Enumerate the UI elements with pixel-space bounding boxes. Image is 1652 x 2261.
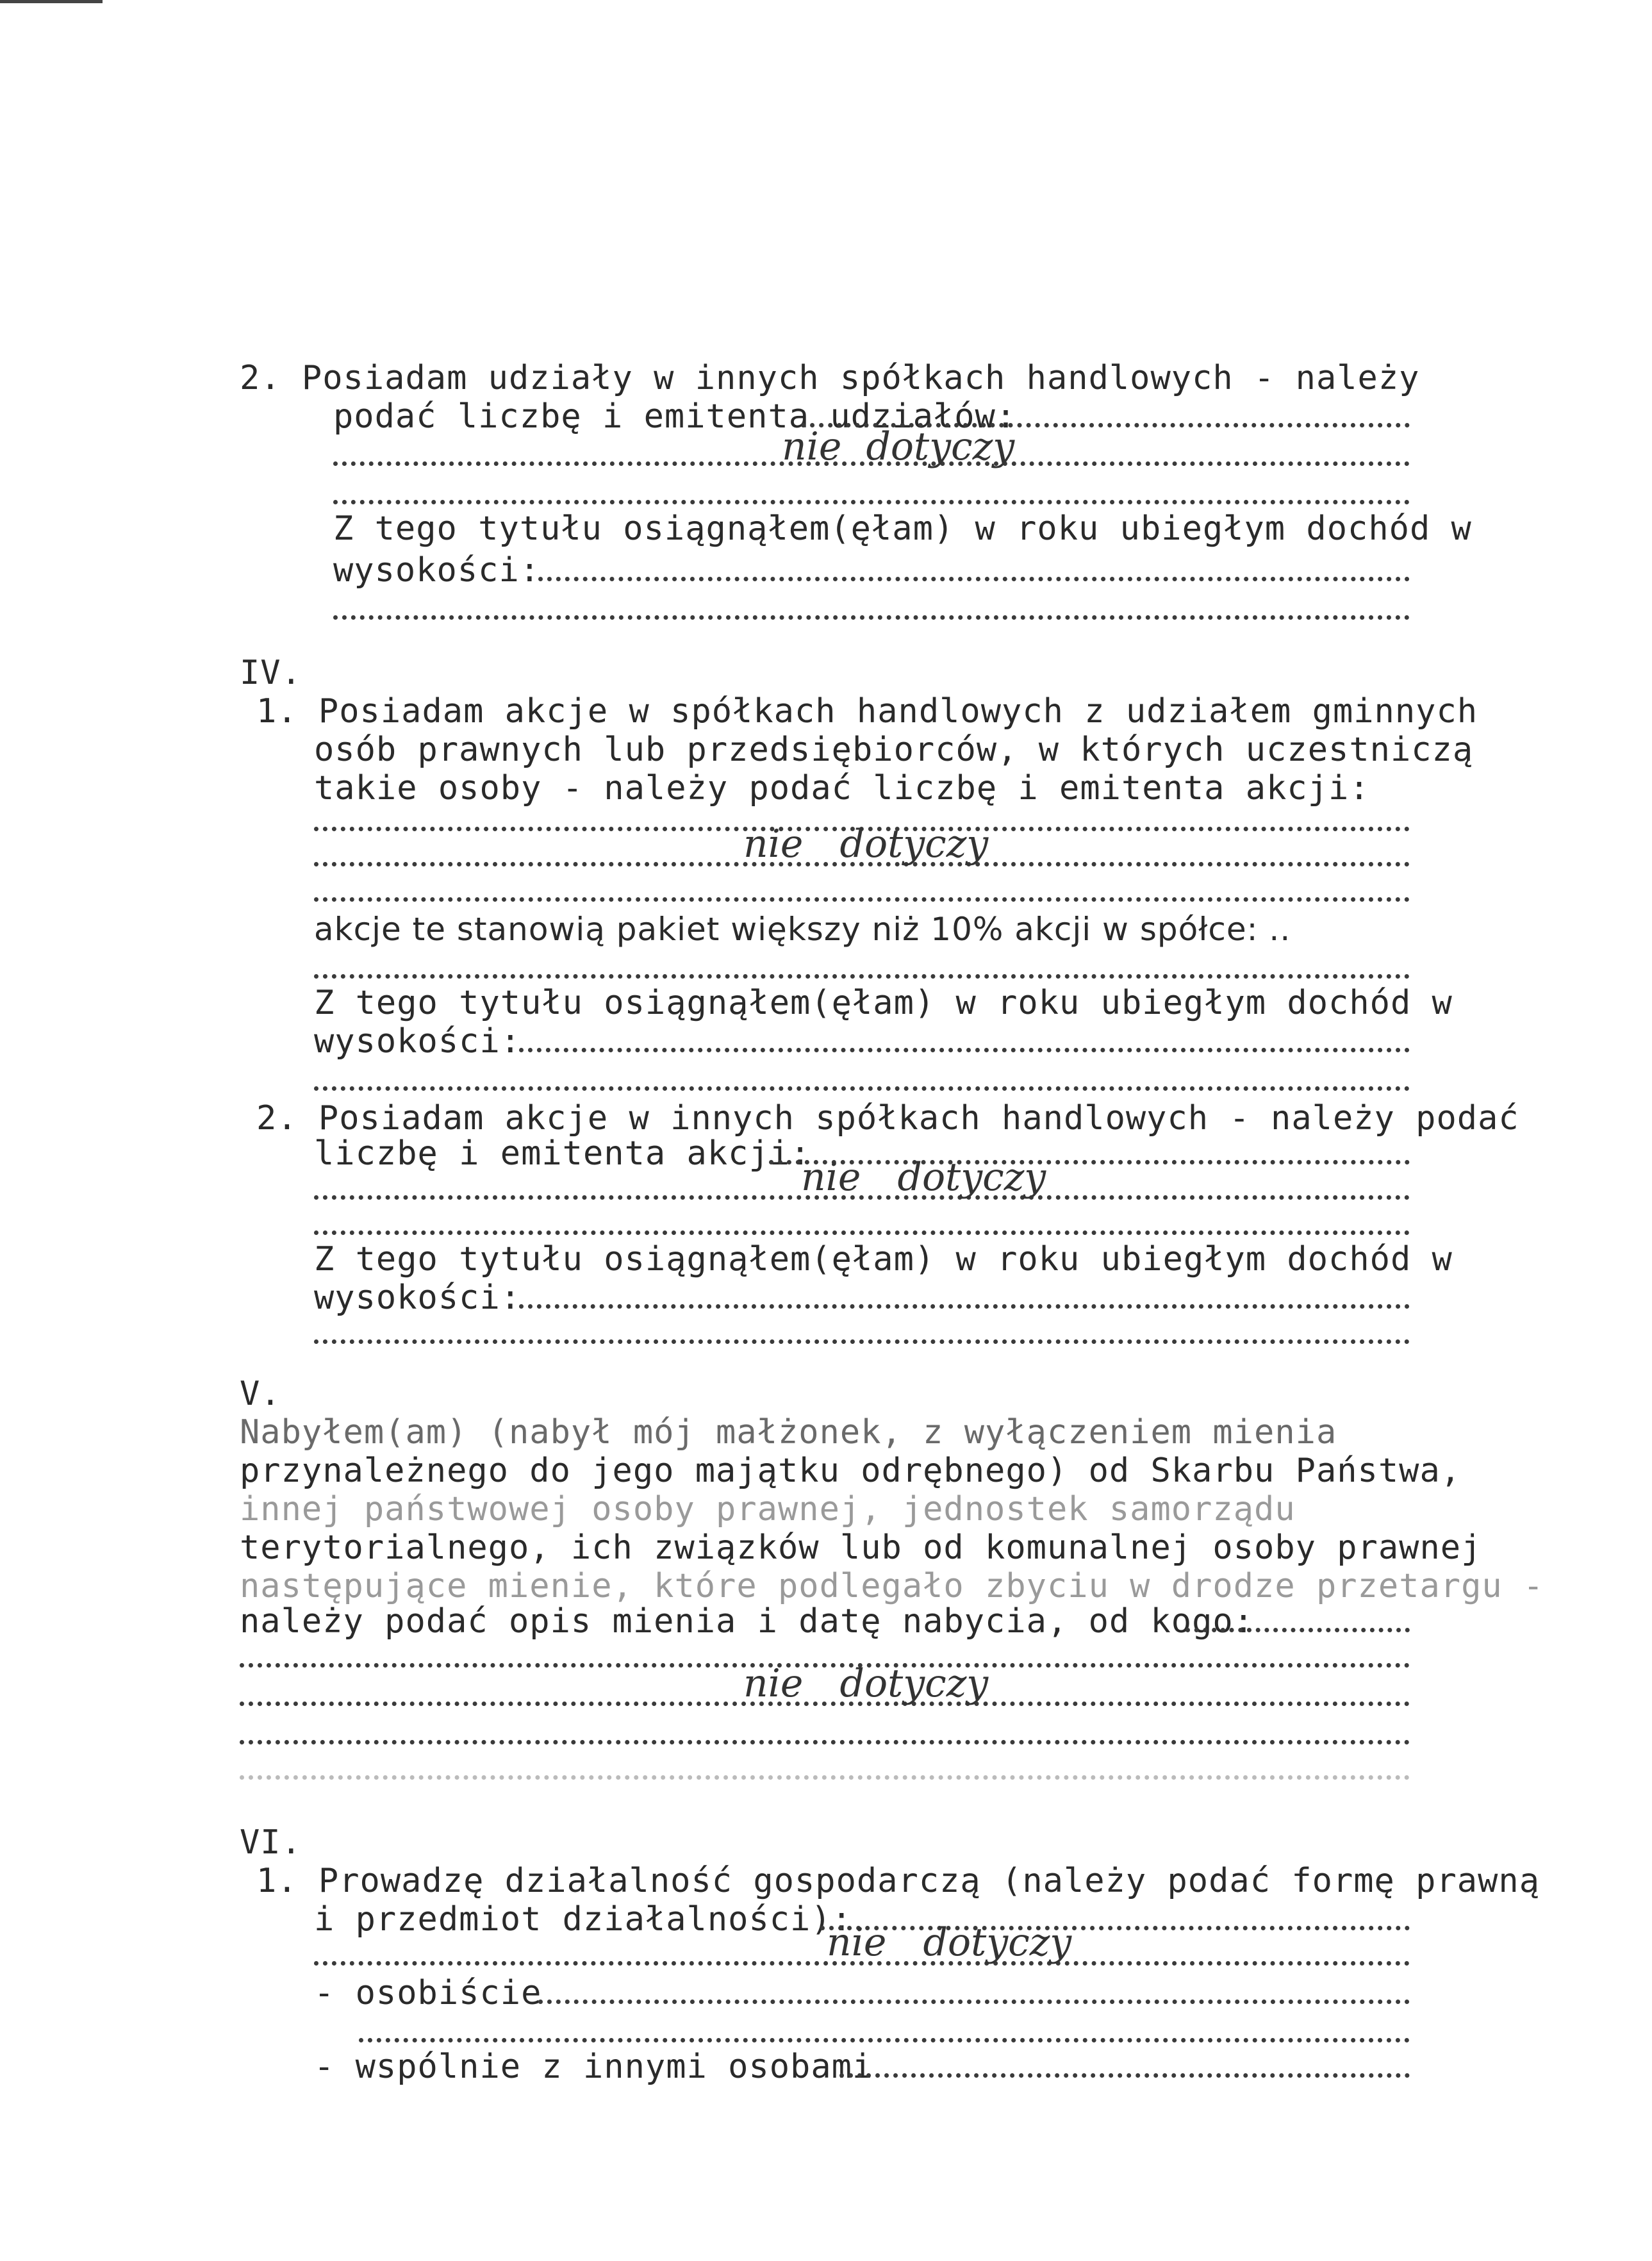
section-3-item-2-line-2: podać liczbę i emitenta udziałów: — [333, 397, 1017, 436]
section-6-item-1-line-2: i przedmiot działalności): — [314, 1900, 852, 1939]
section-5-line-2: przynależnego do jego majątku odrębnego) od Skarbu Państwa, — [240, 1452, 1462, 1490]
fill-line — [314, 1086, 1410, 1091]
section-5-line-3: innej państwowej osoby prawnej, jednostek samorządu — [240, 1490, 1296, 1528]
fill-line — [314, 897, 1410, 902]
handwritten-not-applicable: nie dotyczy — [782, 424, 1015, 469]
fill-line — [314, 1339, 1410, 1344]
fill-line — [333, 500, 1410, 504]
fill-line — [1185, 1628, 1410, 1632]
fill-line — [240, 1775, 1410, 1780]
fill-line — [538, 2000, 1410, 2004]
fill-line — [359, 2038, 1410, 2042]
section-5-line-5: następujące mienie, które podlegało zbyciu w drodze przetargu - — [240, 1567, 1544, 1605]
section-4-item-2-line-1: 2. Posiadam akcje w innych spółkach handlowych - należy podać — [256, 1099, 1519, 1138]
fill-line — [519, 1304, 1410, 1309]
fill-line — [314, 1230, 1410, 1235]
handwritten-not-applicable: nie dotyczy — [743, 1661, 989, 1706]
fill-line — [538, 577, 1410, 581]
fill-line — [333, 615, 1410, 620]
handwritten-not-applicable: nie dotyczy — [827, 1920, 1072, 1965]
section-4-item-1-line-3: takie osoby - należy podać liczbę i emitenta akcji: — [314, 769, 1370, 808]
income-line-2: wysokości: — [314, 1279, 522, 1317]
income-line-1: Z tego tytułu osiągnąłem(ęłam) w roku ubiegłym dochód w — [314, 984, 1453, 1022]
joint-option: - wspólnie z innymi osobami — [314, 2048, 873, 2086]
section-5-line-4: terytorialnego, ich związków lub od komunalnej osoby prawnej — [240, 1528, 1482, 1567]
package-text: akcje te stanowią pakiet większy niż 10% akcji w spółce: .. — [314, 911, 1291, 948]
fill-line — [839, 2073, 1410, 2078]
income-line-1: Z tego tytułu osiągnąłem(ęłam) w roku ubiegłym dochód w — [333, 509, 1472, 548]
income-line-1: Z tego tytułu osiągnąłem(ęłam) w roku ubiegłym dochód w — [314, 1240, 1453, 1279]
section-5-line-6: należy podać opis mienia i datę nabycia, od kogo: — [240, 1602, 1255, 1641]
income-line-2: wysokości: — [314, 1022, 522, 1061]
handwritten-not-applicable: nie dotyczy — [801, 1155, 1046, 1200]
section-5-heading: V. — [240, 1375, 281, 1413]
personal-option: - osobiście — [314, 1974, 542, 2012]
fill-line — [519, 1048, 1410, 1052]
section-6-item-1-line-1: 1. Prowadzę działalność gospodarczą (należy podać formę prawną — [256, 1862, 1540, 1900]
section-4-heading: IV. — [240, 654, 302, 692]
income-line-2: wysokości: — [333, 551, 541, 590]
handwritten-not-applicable: nie dotyczy — [743, 822, 989, 866]
fill-line — [314, 974, 1410, 979]
section-4-item-1-line-2: osób prawnych lub przedsiębiorców, w których uczestniczą — [314, 731, 1474, 769]
section-4-item-2-line-2: liczbę i emitenta akcji: — [314, 1134, 811, 1173]
fill-line — [240, 1740, 1410, 1744]
scan-edge-mark — [0, 0, 103, 3]
section-3-item-2-line-1: 2. Posiadam udziały w innych spółkach handlowych - należy — [240, 359, 1420, 397]
section-5-line-1: Nabyłem(am) (nabył mój małżonek, z wyłączeniem mienia — [240, 1413, 1337, 1452]
section-6-heading: VI. — [240, 1823, 302, 1862]
section-4-item-1-line-1: 1. Posiadam akcje w spółkach handlowych z udziałem gminnych — [256, 692, 1478, 731]
